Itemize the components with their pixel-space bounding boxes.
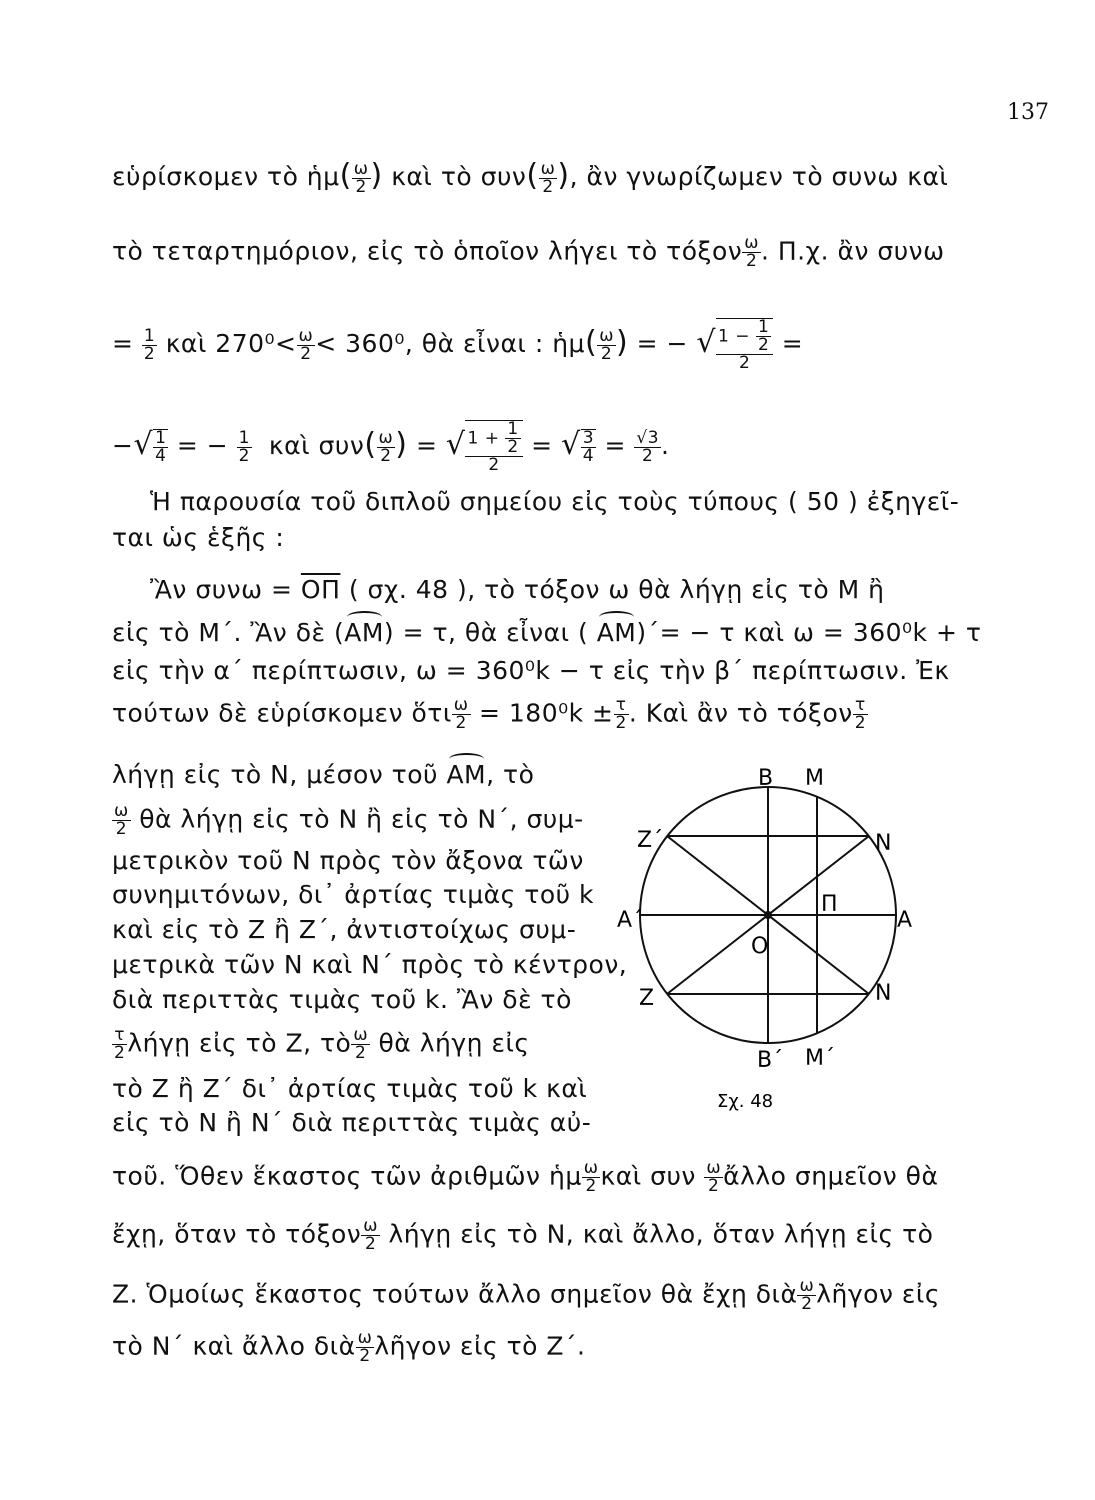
sqrt-sign: √ — [696, 325, 717, 360]
paren: ( — [364, 427, 377, 462]
formula-line-2 — [112, 235, 945, 270]
fraction — [351, 1027, 370, 1062]
col-line9: τὸ Ζ ἢ Ζ΄ δι᾽ ἀρτίας τιμὰς τοῦ k καὶ — [112, 1074, 588, 1103]
text: λῆγον εἰς — [816, 1279, 941, 1309]
text: τὸ Ν΄ καὶ ἄλλο διὰ — [112, 1331, 356, 1361]
den: 4 — [155, 446, 167, 466]
text: ἔχῃ, ὅταν τὸ τόξον — [112, 1219, 362, 1249]
num: ω — [363, 1216, 379, 1236]
num — [634, 427, 661, 448]
fraction — [539, 158, 558, 197]
label-a: Α — [897, 908, 913, 933]
num: ω — [298, 325, 314, 346]
den: 2 — [704, 1177, 723, 1195]
formula-line-1 — [112, 158, 948, 196]
text: καὶ συν — [600, 1161, 696, 1191]
paren: ( — [526, 158, 539, 193]
text: θὰ λήγῃ εἰς τὸ Ν ἢ εἰς τὸ Ν΄, συμ- — [139, 804, 584, 834]
arc-am: ΑΜ — [596, 618, 637, 647]
text: ( σχ. 48 ), τὸ τόξον ω θὰ λήγῃ εἰς τὸ Μ ἢ — [348, 575, 885, 604]
fraction — [614, 697, 629, 732]
text: λήγῃ εἰς τὸ Ζ, τὸ — [127, 1028, 352, 1058]
label-p: Π — [821, 892, 838, 917]
col-line4: συνημιτόνων, δι᾽ ἀρτίας τιμὰς τοῦ k — [112, 880, 595, 909]
text: καὶ τὸ συν — [391, 162, 527, 191]
eq: = — [531, 431, 553, 460]
three: 3 — [647, 427, 660, 448]
minus: − — [206, 431, 229, 460]
col-line1 — [112, 760, 534, 789]
fraction — [237, 427, 252, 466]
den: 2 — [112, 820, 131, 838]
fraction — [452, 697, 471, 732]
text: τοῦ. Ὅθεν ἕκαστος τῶν ἀριθμῶν ἡμ — [112, 1161, 582, 1191]
den: 2 — [716, 354, 773, 372]
fraction — [112, 803, 131, 838]
label-o: Ο — [751, 934, 769, 959]
paren: ) — [370, 158, 383, 193]
arc-am: ΑΜ — [344, 618, 384, 647]
num: ω — [353, 1025, 369, 1045]
para2-line4 — [112, 697, 868, 732]
num: τ — [114, 1025, 126, 1045]
den: 2 — [114, 1043, 126, 1063]
text: τὸ τεταρτημόριον, εἰς τὸ ὁποῖον λήγει τὸ τόξον — [112, 236, 743, 266]
figure-48 — [605, 755, 935, 1125]
para1-line1: Ἡ παρουσία τοῦ διπλοῦ σημείου εἰς τοὺς τύπους ( 50 ) ἐξηγεῖ- — [150, 487, 960, 516]
eq: = — [112, 329, 134, 358]
text: = 180⁰k ± — [479, 698, 614, 728]
center-point — [764, 911, 772, 919]
fraction — [153, 429, 168, 465]
minus: − — [112, 431, 134, 460]
label-m-prime: Μ΄ — [805, 1046, 835, 1071]
fraction — [465, 420, 522, 474]
one: 1 — [718, 326, 730, 347]
label-n-prime: Ν — [875, 981, 892, 1006]
lt: < — [275, 329, 297, 358]
den: 2 — [377, 447, 396, 465]
label-z-prime: Ζ΄ — [637, 828, 664, 853]
num: 1 — [143, 325, 156, 346]
fraction — [581, 429, 596, 465]
text: , τὸ — [486, 760, 535, 789]
den: 2 — [854, 713, 867, 733]
col-line6: μετρικὰ τῶν Ν καὶ Ν΄ πρὸς τὸ κέντρον, — [112, 950, 628, 979]
col-line3: μετρικὸν τοῦ Ν πρὸς τὸν ἄξονα τῶν — [112, 846, 584, 875]
den: 2 — [597, 345, 616, 363]
text: Ζ. Ὁμοίως ἕκαστος τούτων ἄλλο σημεῖον θὰ ἔχῃ διὰ — [112, 1279, 798, 1309]
formula-line-3 — [112, 318, 803, 372]
text: ) = τ, θὰ εἶναι ( — [383, 618, 589, 647]
den: 2 — [238, 445, 250, 466]
text: θὰ λήγῃ εἰς — [378, 1028, 530, 1058]
num: ω — [744, 233, 759, 253]
fraction — [352, 158, 371, 197]
segment-op: $\overline{O\Pi}$ — [300, 575, 341, 604]
den: 2 — [797, 1295, 816, 1313]
inner-fraction — [505, 421, 520, 456]
fraction — [112, 1027, 127, 1062]
figure-caption: Σχ. 48 — [717, 1091, 774, 1112]
label-z: Ζ — [639, 986, 655, 1011]
fraction — [297, 325, 316, 364]
arc-am: ΑΜ — [446, 760, 487, 789]
fraction — [582, 1160, 601, 1195]
one: 1 — [467, 428, 479, 449]
fraction — [377, 427, 396, 466]
num: ω — [540, 158, 556, 179]
page-number: 137 — [1007, 100, 1049, 125]
minus: − — [735, 326, 751, 347]
para2-line1 — [150, 575, 885, 604]
text: λήγῃ εἰς τὸ Ν, μέσον τοῦ — [112, 760, 438, 789]
den: 2 — [582, 1177, 601, 1195]
tail-line4 — [112, 1330, 585, 1365]
num: ω — [114, 801, 129, 821]
text: καὶ 270⁰ — [165, 329, 276, 358]
den: 2 — [757, 335, 770, 355]
label-m: Μ — [805, 766, 824, 791]
den: 2 — [352, 178, 371, 196]
text: . Π.χ. ἂν συνω — [760, 236, 945, 266]
text: λήγῃ εἰς τὸ Ν, καὶ ἄλλο, ὅταν λήγῃ εἰς τὸ — [388, 1219, 934, 1249]
sqrt-sign: √ — [445, 427, 466, 462]
num — [716, 319, 773, 354]
paren: ( — [584, 325, 598, 360]
num: ω — [599, 325, 614, 346]
fraction — [704, 1160, 723, 1195]
col-line8 — [112, 1027, 530, 1062]
fraction — [716, 318, 773, 372]
den: 2 — [452, 714, 471, 732]
label-n: Ν — [875, 831, 892, 856]
plus: + — [484, 428, 500, 449]
den: 2 — [634, 447, 661, 465]
den: 2 — [297, 345, 316, 363]
fraction — [361, 1218, 380, 1253]
lt: < — [315, 329, 337, 358]
num: 1 — [507, 419, 519, 439]
den: 2 — [143, 343, 156, 364]
inner-fraction — [756, 319, 771, 354]
col-line2 — [112, 803, 584, 838]
den: 2 — [465, 456, 522, 474]
num: 3 — [582, 428, 595, 448]
text: λῆγον εἰς τὸ Ζ΄. — [374, 1331, 586, 1361]
text: 360⁰, θὰ εἶναι : ἡμ — [345, 329, 585, 358]
label-b: Β — [758, 766, 774, 791]
den: 2 — [507, 437, 519, 457]
den: 4 — [582, 446, 595, 466]
eq: = — [176, 431, 199, 460]
paren: ( — [339, 158, 352, 193]
num — [465, 421, 522, 456]
minus: − — [666, 329, 688, 358]
text: τούτων δὲ εὑρίσκομεν ὅτι — [112, 698, 452, 728]
tail-line2 — [112, 1218, 933, 1253]
fraction — [142, 325, 157, 364]
den: 2 — [361, 1235, 380, 1253]
num: τ — [615, 695, 627, 715]
text: , ἂν γνωρίζωμεν τὸ συνω καὶ — [569, 162, 949, 191]
num: ω — [706, 1158, 722, 1178]
formula-line-4: −√ $\frac{1}{4}$ = − $\frac{1}{2}$ καὶ συν( $\frac{\omega}{2}$ ) = √ 1 + $\frac{1}{2}$ 2 = √ $\frac{3}{4}$ = $\frac{√3}{2}$ . — [112, 419, 670, 475]
den: 2 — [742, 252, 761, 270]
fraction — [742, 235, 761, 270]
sqrt-sign: √ — [133, 427, 154, 462]
col-line7: διὰ περιττὰς τιμὰς τοῦ k. Ἂν δὲ τὸ — [112, 985, 572, 1014]
text: . Καὶ ἂν τὸ τόξον — [628, 698, 853, 728]
label-a-prime: Α΄ — [617, 908, 644, 933]
text: καὶ συν — [268, 431, 365, 460]
text: εἰς τὸ Μ΄. Ἂν δὲ ( — [112, 618, 345, 647]
eq: = — [636, 329, 659, 358]
num: ω — [799, 1276, 815, 1296]
num: ω — [378, 427, 394, 448]
den: 2 — [615, 713, 627, 733]
num: τ — [855, 695, 866, 715]
num: ω — [453, 695, 469, 715]
paren: ) — [395, 427, 408, 462]
tail-line1 — [112, 1160, 938, 1195]
fraction — [797, 1278, 816, 1313]
sqrt: √ — [636, 427, 648, 448]
num: ω — [357, 1328, 373, 1348]
paren: ) — [615, 325, 629, 360]
col-line10: εἰς τὸ Ν ἢ Ν΄ διὰ περιττὰς τιμὰς αὐ- — [112, 1108, 592, 1137]
den: 2 — [351, 1044, 370, 1062]
fraction — [597, 325, 616, 364]
den: 2 — [539, 178, 558, 196]
num: 1 — [155, 428, 167, 448]
tail-line3 — [112, 1278, 940, 1313]
text: ἄλλο σημεῖον θὰ — [723, 1161, 939, 1191]
den: 2 — [356, 1347, 375, 1365]
num: ω — [353, 158, 369, 179]
text: )΄= − τ καὶ ω = 360⁰k + τ — [636, 618, 982, 647]
num: ω — [583, 1158, 599, 1178]
num: 1 — [757, 317, 770, 337]
fraction — [356, 1330, 375, 1365]
sqrt-sign: √ — [561, 427, 581, 462]
para1-line2: ται ὡς ἑξῆς : — [112, 523, 285, 552]
fraction — [634, 427, 661, 466]
para2-line2 — [112, 618, 981, 647]
text: Ἂν συνω = — [150, 575, 293, 604]
text: εὑρίσκομεν τὸ ἡμ — [112, 162, 340, 191]
label-b-prime: Β΄ — [757, 1048, 784, 1073]
num: 1 — [238, 427, 250, 448]
eq: = — [781, 329, 804, 358]
eq: = — [604, 431, 626, 460]
col-line5: καὶ εἰς τὸ Ζ ἢ Ζ΄, ἀντιστοίχως συμ- — [112, 915, 577, 944]
fraction — [853, 697, 868, 732]
eq: = — [415, 431, 438, 460]
para2-line3: εἰς τὴν α΄ περίπτωσιν, ω = 360⁰k − τ εἰς τὴν β΄ περίπτωσιν. Ἐκ — [112, 656, 950, 685]
paren: ) — [557, 158, 570, 193]
